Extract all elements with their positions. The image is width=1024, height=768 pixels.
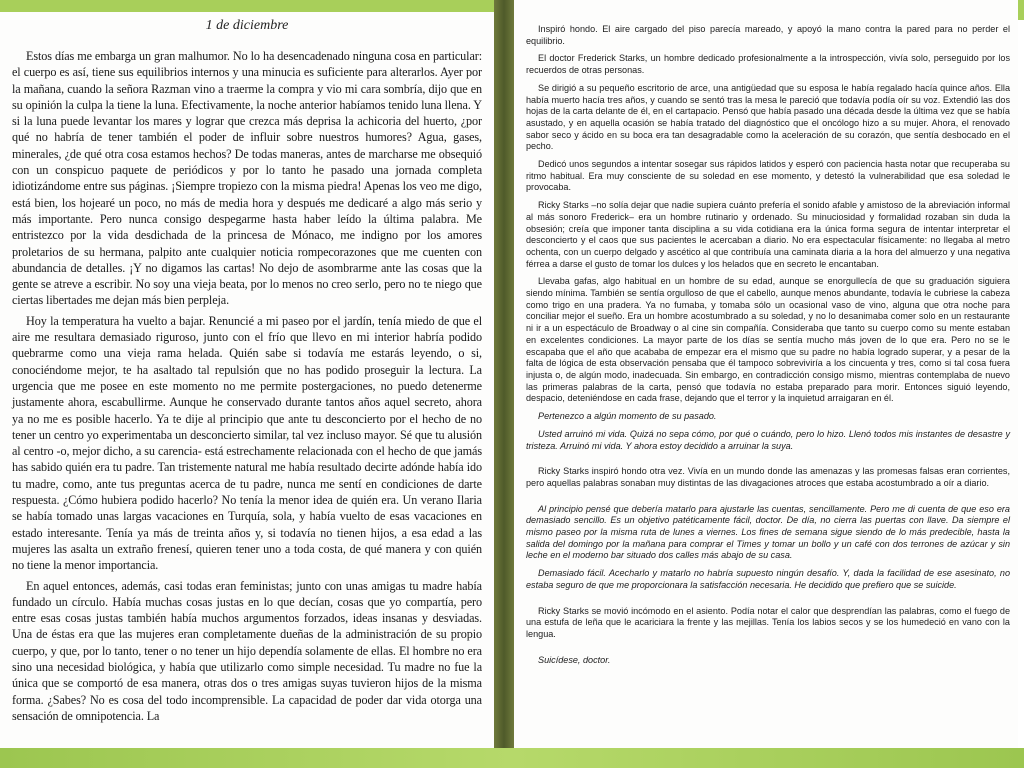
right-paragraph: Suicídese, doctor. (538, 654, 611, 665)
right-paragraph: Dedicó unos segundos a intentar sosegar sus rápidos latidos y esperó con paciencia hasta notar que recuperaba su ritmo habitual. Era muy consciente de su soledad en ese momento, y detestó la vulnerabilidad que esa soledad le provocaba. (526, 159, 1010, 193)
right-paragraph: Al principio pensé que debería matarlo para ajustarle las cuentas, sencillamente. Pero me di cuenta de que eso era demasiado sencillo. Es un objetivo patéticamente fácil, doctor. De día, no cierra las puertas con llave. Da siempre el mismo paseo por la misma ruta de lunes a viernes. Los fines de semana sigue siendo de lo más predecible, hasta la salida del domingo por la mañana para comprar el Times y tomar un bollo y un café con dos terrones de azúcar y sin leche en el moderno bar situado dos calles más abajo de su casa. (526, 503, 1010, 561)
right-paragraph: Inspiró hondo. El aire cargado del piso parecía mareado, y apoyó la mano contra la pared para no perder el equilibrio. (526, 24, 1010, 46)
right-paragraph: Usted arruinó mi vida. Quizá no sepa cómo, por qué o cuándo, pero lo hizo. Llenó todos mis instantes de desastre y tristeza. Arruinó mi vida. Y ahora estoy decidido a arruinar la suya. (526, 428, 1010, 451)
left-paragraph: Hoy la temperatura ha vuelto a bajar. Renuncié a mi paseo por el jardín, tenía miedo de que el aire me resultara demasiado riguroso, junto con el frío que llevo en mi interior habría podido quebrarme como una vieja rama helada. Quién sabe si todavía me estarás leyendo, o si, conociéndome mejor, te ha asaltado tal repulsión que no has podido proseguir la lectura. La urgencia que me posee en este momento no me permite postergaciones, no puedo detenerme justamente ahora, escabullirme. Aunque he conservado durante tantos años aquel secreto, ahora ya no me es posible hacerlo. Ya te dije al principio que ante tu desconcierto por el hecho de no tener un centro yo experimentaba un desconcierto similar, tal vez incluso mayor. Sé que tu alusión al centro -o, mejor dicho, a su carencia- está estrechamente relacionada con el hecho de que jamás has sabido quién era tu padre. Tan tristemente natural me había resultado decirte adónde había ido tu madre, como, ante tus preguntas acerca de tu padre, nunca me sentí en condiciones de darte respuesta. ¿Cómo hubiera podido hacerlo? No tenía la menor idea de quién era. Un verano Ilaria se había tomado unas largas vacaciones en Turquía, sola, y había vuelto de esas vacaciones en estado interesante. Tenía ya más de treinta años y, si todavía no tienen hijos, a esa edad a las mujeres las asalta un extraño frenesí, quieren tener uno a toda costa, de qué manera y con quién no tiene la menor importancia. (12, 313, 482, 573)
frame-bottom (0, 748, 1024, 768)
right-paragraph: Pertenezco a algún momento de su pasado. (538, 411, 717, 422)
right-paragraph: Se dirigió a su pequeño escritorio de arce, una antigüedad que su esposa le había regalado hacía quince años. Ella había muerto hacía tres años, y cuando se sentó tras la mesa le pareció que todavía podía oír su voz. Extendió las dos hojas de la carta delante de él, en el cartapacio. Pensó que había pasado una década desde la última vez que se había asustado, y en aquella ocasión se había tratado del diagnóstico que el oncólogo hizo a su mujer. Ahora, el renovado sabor seco y ácido en su boca era tan desagradable como la aceleración de su corazón, que sentía desbocado en el pecho. (526, 82, 1010, 152)
left-paragraph: En aquel entonces, además, casi todas eran feministas; junto con unas amigas tu madre había fundado un círculo. Había muchas cosas justas en lo que decían, cosas que yo compartía, pero entre esas cosas justas también había muchos argumentos forzados, ideas insanas y desviadas. Una de éstas era que las mujeres eran completamente dueñas de la administración de su propio cuerpo, y que, por lo tanto, tener o no tener un hijo dependía solamente de ellas. El hombre no era sino una necesidad biológica, y había que utilizarlo como simple necesidad. Tu madre no fue la única que se comportó de esa manera, otras dos o tres amigas suyas tuvieron hijos de la misma forma. ¿Sabes? No es cosa del todo incomprensible. La capacidad de poder dar vida otorga una sensación de omnipotencia. La (12, 578, 482, 723)
right-paragraph: Ricky Starks –no solía dejar que nadie supiera cuánto prefería el sonido afable y amistoso de la abreviación informal al más sonoro Frederick– era un hombre rutinario y ordenado. Su minuciosidad y formalidad rozaban sin duda la obsesión; creía que imponer tanta disciplina a su vida cotidiana era la única forma segura de intentar interpretar el desconcierto y el caos que sus pacientes le acercaban a diario. No era espectacular físicamente: no llegaba al metro ochenta, con un cuerpo delgado y ascético al que contribuía una caminata diaria a la hora del almuerzo y una negativa férrea a darse el gusto de tomar los dulces y los helados que en secreto le encantaban. (526, 200, 1010, 269)
left-paragraph: Estos días me embarga un gran malhumor. No lo ha desencadenado ninguna cosa en particular: el cuerpo es así, tiene sus equilibrios internos y una minucia es suficiente para alterarlos. Ayer por la mañana, cuando la señora Razman vino a traerme la compra y vio mi cara sombría, dijo que en su opinión la culpa la tiene la luna. Efectivamente, la noche anterior habíamos tenido luna llena. Y si la luna puede levantar los mares y lograr que crezca más deprisa la achicoria del huerto, ¿por qué no habría de tener también el poder de influir sobre nuestros humores? Agua, gases, minerales, ¿de qué otra cosa estamos hechos? De todas maneras, antes de marcharse me obsequió con un conspicuo paquete de periódicos y por lo tanto he pasado una jornada completa idiotizándome entre sus páginas. ¡Siempre tropiezo con la misma piedra! Apenas los veo me digo, está bien, los hojearé un poco, no más de media hora y después me dedicaré a algo más serio y más importante. Pero nunca consigo despegarme hasta haber leído la última palabra. Me entristezco por la vida desdichada de la princesa de Mónaco, me indigno por los amores proletarios de su hermana, palpito ante cualquier noticia rompecorazones que me cuenten con abundancia de detalles. ¡Y no digamos las cartas! No dejo de asombrarme ante las cosas que la gente se atreve a escribir. No soy una vieja beata, por lo menos no creo serlo, pero no te niego que ciertas libertades me dejan más bien perpleja. (12, 49, 482, 308)
left-page (0, 12, 494, 748)
right-page-text (526, 24, 1010, 672)
right-paragraph: Llevaba gafas, algo habitual en un hombre de su edad, aunque se enorgullecía de que su graduación siguiera siendo mínima. También se sentía orgulloso de que el cabello, aunque menos abundante, todavía le cubriese la cabeza como trigo en una pradera. Ya no fumaba, y tomaba sólo un ocasional vaso de vino, alguna que otra noche para conciliar mejor el sueño. Era un hombre acostumbrado a su soledad, y no lo desanimaba comer solo en un restaurante ni ir a un espectáculo de Broadway o al cine sin compañía. Consideraba que tanto su cuerpo como su mente estaban en excelentes condiciones. La mayor parte de los días se sentía mucho más joven de lo que era. Pero no se le escapaba que el año que acababa de empezar era el mismo que su padre no había logrado superar, y a pesar de la falta de lógica de esta observación pensaba que él tampoco sobreviviría a los cincuenta y tres, como si tal cosa fuera injusta o, de algún modo, inadecuada. Sin embargo, en contradicción consigo mismo, mientras contemplaba de nuevo las primeras palabras de la carta, pensó que todavía no estaba preparado para morir. Entonces siguió leyendo, despacio, deteniéndose en cada frase, dejando que el terror y la inquietud arraigaran en él. (526, 276, 1010, 404)
left-page-text (12, 18, 482, 728)
frame-top-left (0, 0, 500, 12)
right-paragraph: El doctor Frederick Starks, un hombre dedicado profesionalmente a la introspección, vivía solo, perseguido por los recuerdos de otras personas. (526, 53, 1010, 76)
right-page (514, 0, 1018, 748)
page-divider (494, 0, 514, 748)
left-page-heading: 1 de diciembre (205, 18, 289, 33)
right-paragraph: Ricky Starks inspiró hondo otra vez. Vivía en un mundo donde las amenazas y las promesas falsas eran corrientes, pero aquellas palabras sonaban muy distintas de las divagaciones atroces que estaba acostumbrado a oír a diario. (526, 466, 1010, 488)
right-paragraph: Ricky Starks se movió incómodo en el asiento. Podía notar el calor que desprendían las palabras, como el fuego de una estufa de leña que le acariciara la frente y las mejillas. Tenía los labios secos y se los humedeció en vano con la lengua. (526, 605, 1010, 639)
right-paragraph: Demasiado fácil. Acecharlo y matarlo no habría supuesto ningún desafío. Y, dada la facilidad de ese asesinato, no estaba seguro de que me proporcionara la satisfacción necesaria. He decidido que prefiero que se suicide. (526, 568, 1010, 590)
